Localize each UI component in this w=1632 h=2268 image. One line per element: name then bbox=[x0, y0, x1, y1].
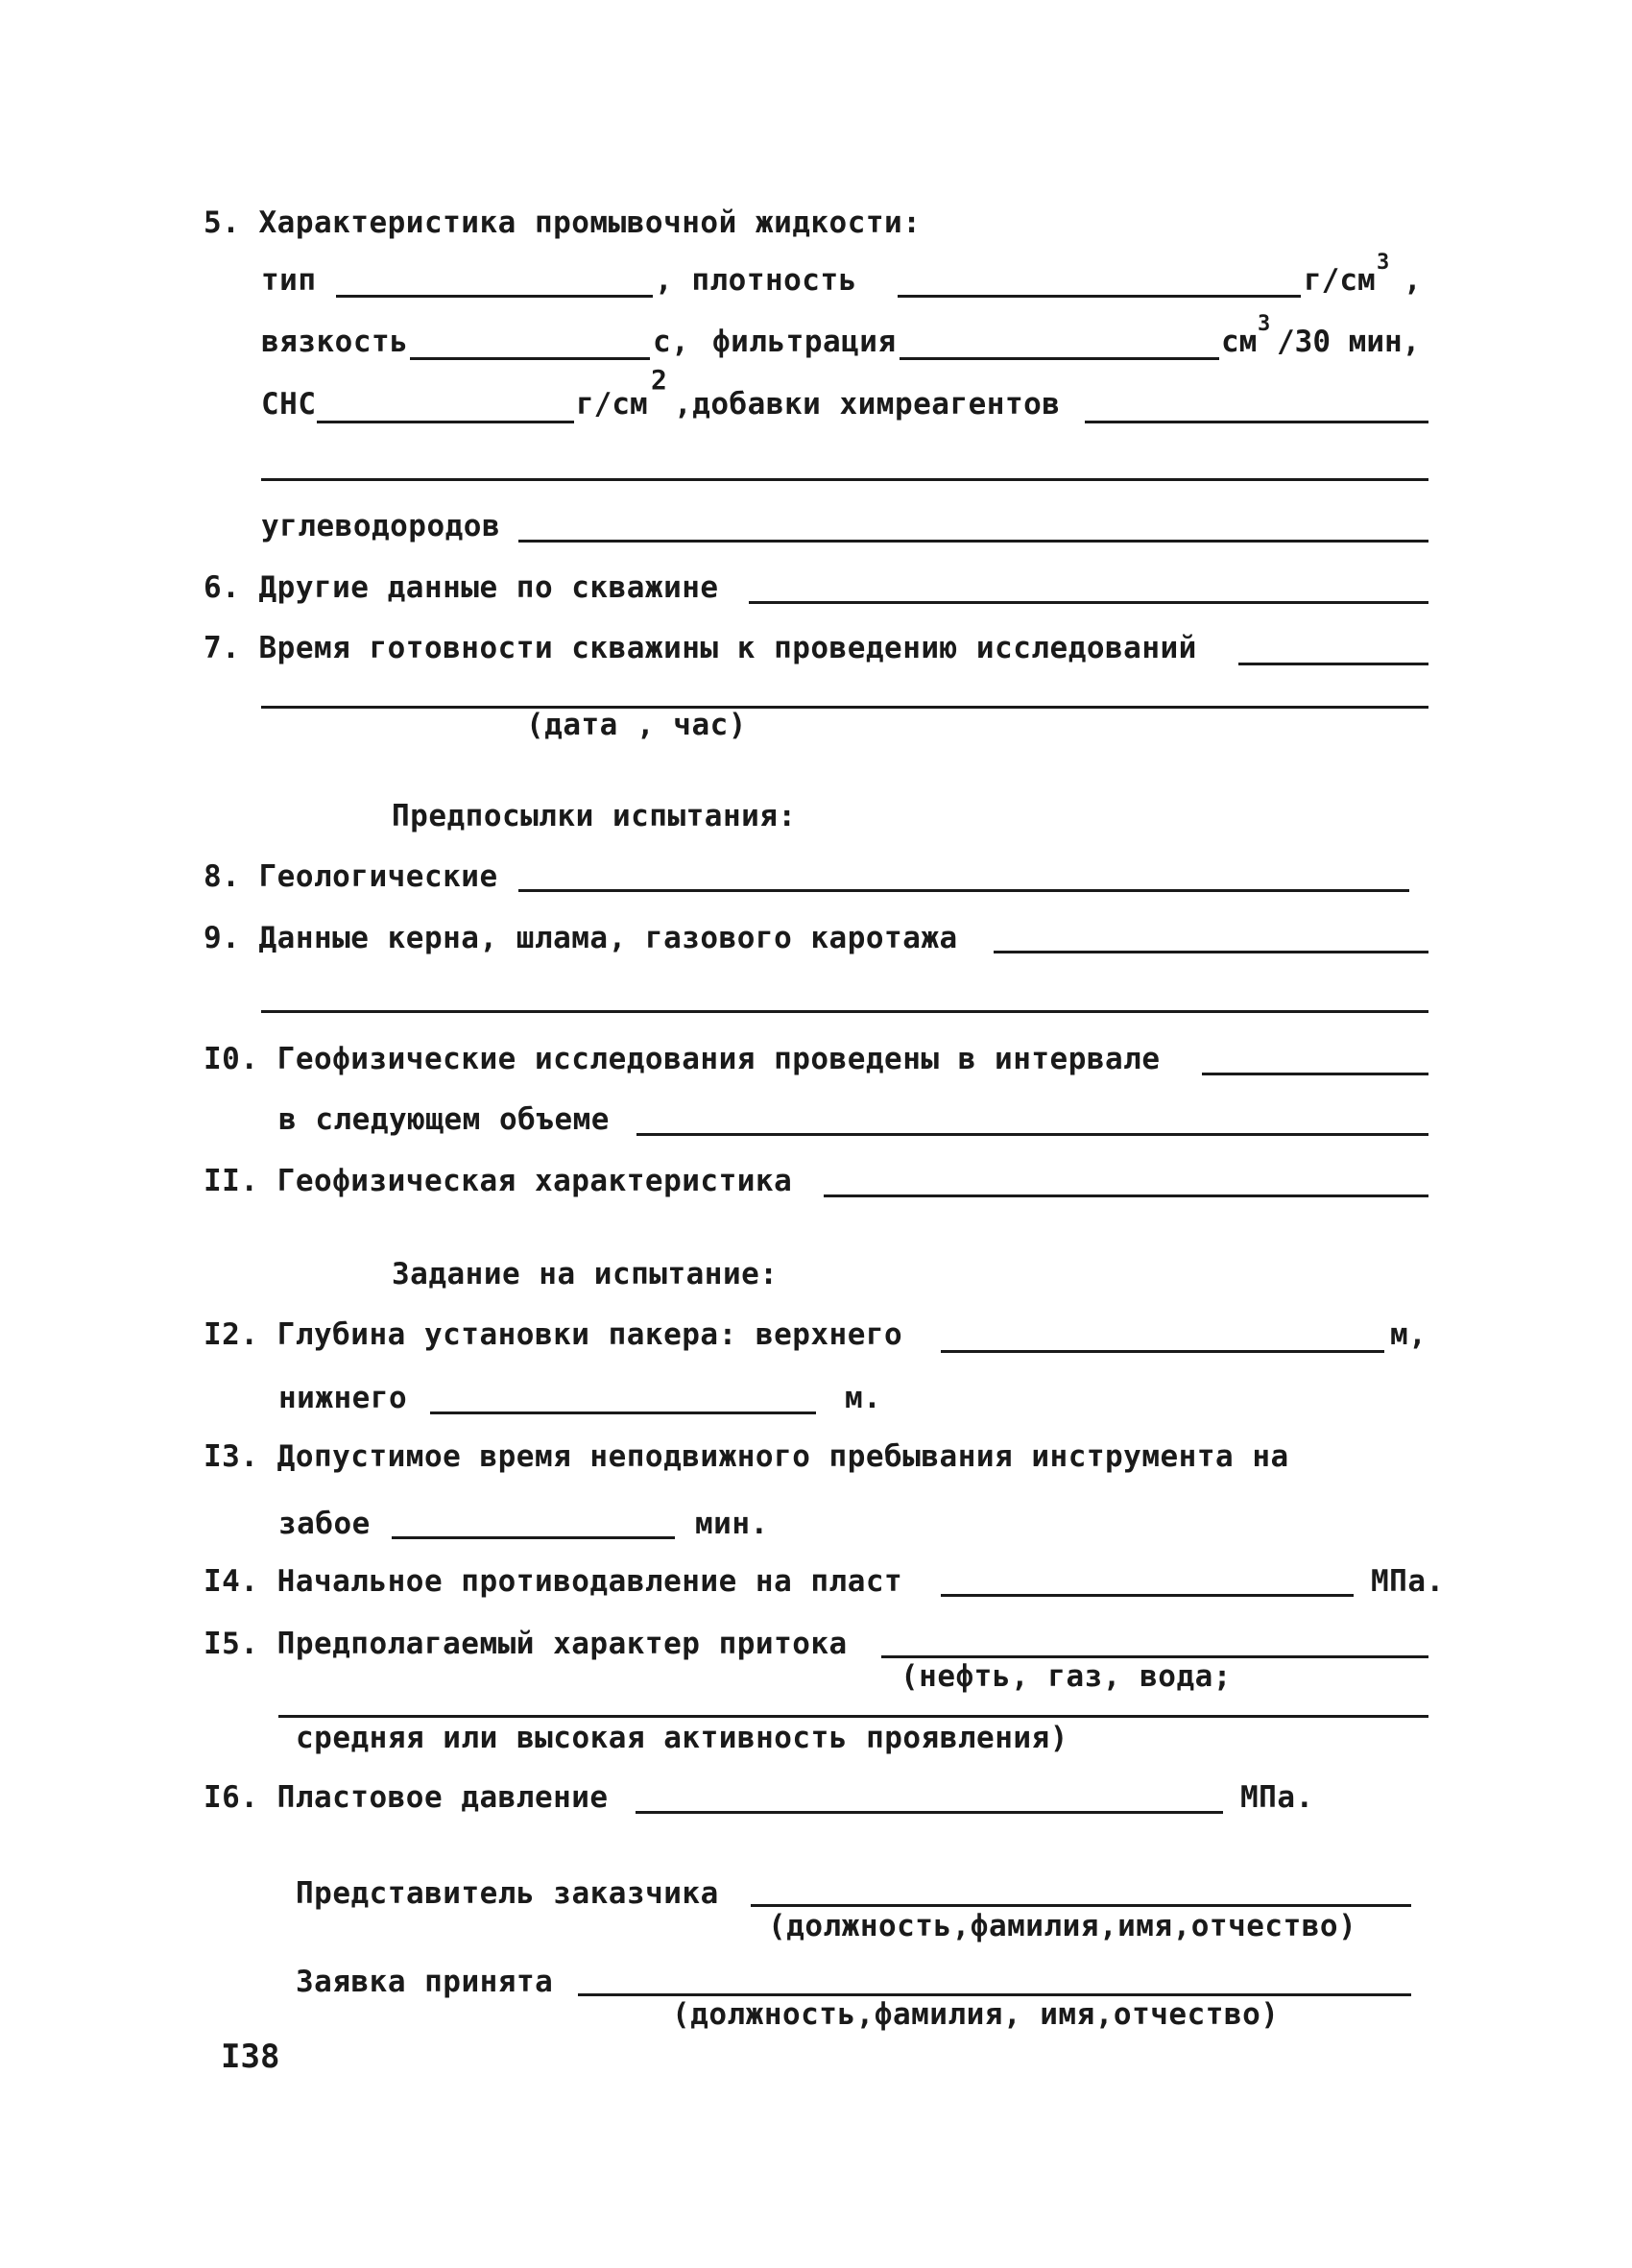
readiness-field-line2[interactable] bbox=[261, 706, 1428, 709]
item15-hint: (нефть, газ, вода; bbox=[900, 1659, 1232, 1694]
viscosity-label: вязкость bbox=[261, 325, 409, 359]
filtration-unit-b: /30 мин, bbox=[1277, 325, 1421, 359]
density-comma: , bbox=[1404, 263, 1422, 298]
sns-label: СНС bbox=[261, 387, 317, 422]
item13-label2: забое bbox=[278, 1507, 371, 1541]
packer-upper-field[interactable] bbox=[941, 1350, 1384, 1353]
readiness-field[interactable] bbox=[1238, 663, 1428, 665]
item14-label: I4. Начальное противодавление на пласт bbox=[204, 1564, 903, 1599]
accepted-by-label: Заявка принята bbox=[296, 1965, 554, 1999]
hydrocarbons-field[interactable] bbox=[518, 540, 1428, 543]
additives-label: ,добавки химреагентов bbox=[674, 387, 1061, 422]
inflow-field-line2[interactable] bbox=[278, 1715, 1428, 1718]
idle-time-field[interactable] bbox=[392, 1536, 675, 1539]
item13-unit: мин. bbox=[695, 1507, 769, 1541]
volume-field[interactable] bbox=[636, 1133, 1428, 1136]
geological-field[interactable] bbox=[518, 889, 1409, 892]
filtration-unit-sup: 3 bbox=[1258, 312, 1271, 336]
item9-label: 9. Данные керна, шлама, газового каротажа bbox=[204, 921, 958, 955]
core-data-field[interactable] bbox=[994, 951, 1428, 953]
other-data-field[interactable] bbox=[749, 601, 1428, 604]
type-label: тип bbox=[261, 263, 317, 298]
item8-label: 8. Геологические bbox=[204, 859, 498, 894]
customer-rep-hint: (должность,фамилия,имя,отчество) bbox=[768, 1909, 1357, 1943]
counterpressure-field[interactable] bbox=[941, 1594, 1354, 1597]
item12-label: I2. Глубина установки пакера: верхнего bbox=[204, 1317, 903, 1352]
viscosity-unit: с, bbox=[653, 325, 690, 359]
item7-label: 7. Время готовности скважины к проведению исследований bbox=[204, 631, 1197, 665]
density-field[interactable] bbox=[898, 295, 1301, 298]
item6-label: 6. Другие данные по скважине bbox=[204, 570, 719, 605]
density-unit-sup: 3 bbox=[1377, 251, 1390, 275]
customer-rep-label: Представитель заказчика bbox=[296, 1876, 719, 1911]
interval-field[interactable] bbox=[1202, 1073, 1428, 1075]
item13-label: I3. Допустимое время неподвижного пребывания инструмента на bbox=[204, 1439, 1289, 1474]
section-prerequisites-title: Предпосылки испытания: bbox=[392, 799, 797, 833]
filtration-label: фильтрация bbox=[712, 325, 897, 359]
sns-unit-sup: 2 bbox=[651, 364, 667, 396]
item16-label: I6. Пластовое давление bbox=[204, 1780, 609, 1815]
item16-unit: МПа. bbox=[1240, 1780, 1314, 1815]
additives-field-line2[interactable] bbox=[261, 478, 1428, 481]
section-task-title: Задание на испытание: bbox=[392, 1257, 779, 1291]
hydrocarbons-label: углеводородов bbox=[261, 509, 501, 543]
item12-label2: нижнего bbox=[278, 1381, 408, 1415]
item12-unit: м, bbox=[1390, 1317, 1428, 1352]
sns-unit: г/см bbox=[576, 387, 648, 422]
item5-title: 5. Характеристика промывочной жидкости: bbox=[204, 205, 922, 240]
density-unit: г/см bbox=[1304, 263, 1376, 298]
item15-label: I5. Предполагаемый характер притока bbox=[204, 1627, 848, 1661]
type-field[interactable] bbox=[336, 295, 653, 298]
page-number: I38 bbox=[221, 2038, 280, 2076]
item15-hint2: средняя или высокая активность проявления) bbox=[296, 1721, 1068, 1755]
packer-lower-field[interactable] bbox=[430, 1411, 816, 1414]
item10-label: I0. Геофизические исследования проведены в интервале bbox=[204, 1042, 1161, 1076]
item7-hint: (дата , час) bbox=[526, 708, 747, 742]
geophysical-field[interactable] bbox=[824, 1194, 1428, 1197]
accepted-by-hint: (должность,фамилия, имя,отчество) bbox=[672, 1997, 1280, 2032]
item10-label2: в следующем объеме bbox=[278, 1102, 610, 1137]
filtration-unit-a: см bbox=[1221, 325, 1258, 359]
item11-label: II. Геофизическая характеристика bbox=[204, 1164, 793, 1198]
reservoir-pressure-field[interactable] bbox=[636, 1811, 1223, 1814]
additives-field[interactable] bbox=[1085, 421, 1428, 423]
filtration-field[interactable] bbox=[900, 357, 1219, 360]
density-label: , плотность bbox=[655, 263, 857, 298]
item14-unit: МПа. bbox=[1371, 1564, 1445, 1599]
core-data-field-line2[interactable] bbox=[261, 1010, 1428, 1013]
item12-unit2: м. bbox=[845, 1381, 882, 1415]
sns-field[interactable] bbox=[317, 421, 574, 423]
viscosity-field[interactable] bbox=[410, 357, 650, 360]
